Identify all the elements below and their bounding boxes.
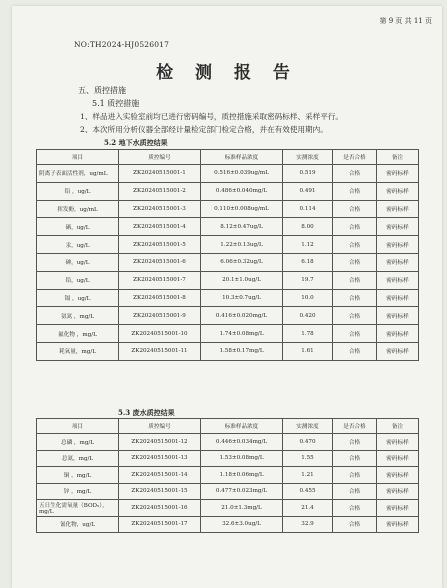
item-cell: 总氮，mg/L xyxy=(37,450,119,467)
note-cell: 密码标样 xyxy=(377,516,419,533)
qc-note-2: 2、本次所用分析仪器全部经计量检定部门检定合格，并在有效使用期内。 xyxy=(80,125,328,134)
qc-code-cell: ZK20240515001-14 xyxy=(119,467,201,484)
standard-conc-cell: 0.477±0.023mg/L xyxy=(201,483,283,500)
qc-code-cell: ZK20240515001-2 xyxy=(119,182,201,200)
note-cell: 密码标样 xyxy=(377,271,419,289)
qc-code-cell: ZK20240515001-9 xyxy=(119,307,201,325)
item-cell: 砷，ug/L xyxy=(37,253,119,271)
table-row xyxy=(37,325,419,343)
item-cell: 总磷 ，mg/L xyxy=(37,434,119,451)
table2-caption: 5.3 废水质控结果 xyxy=(118,408,175,417)
table-row xyxy=(37,218,419,236)
pass-cell: 合格 xyxy=(333,483,377,500)
note-cell: 密码标样 xyxy=(377,236,419,254)
qc-code-cell: ZK20240515001-5 xyxy=(119,236,201,254)
column-header: 实测浓度 xyxy=(283,419,333,434)
note-cell: 密码标样 xyxy=(377,218,419,236)
note-cell: 密码标样 xyxy=(377,500,419,517)
measured-conc-cell: 0.519 xyxy=(283,165,333,183)
standard-conc-cell: 1.74±0.08mg/L xyxy=(201,325,283,343)
measured-conc-cell: 0.491 xyxy=(283,182,333,200)
pass-cell: 合格 xyxy=(333,165,377,183)
item-cell: 硒，ug/L xyxy=(37,218,119,236)
table-row xyxy=(37,483,419,500)
table-row xyxy=(37,434,419,451)
standard-conc-cell: 0.110±0.008ug/mL xyxy=(201,200,283,218)
item-cell: 氟化物 ，mg/L xyxy=(37,325,119,343)
measured-conc-cell: 21.4 xyxy=(283,500,333,517)
standard-conc-cell: 0.416±0.020mg/L xyxy=(201,307,283,325)
subsection-heading: 5.1 质控措施 xyxy=(92,99,140,108)
note-cell: 密码标样 xyxy=(377,200,419,218)
item-cell: 阴离子表面活性剂，ug/mL xyxy=(37,165,119,183)
note-cell: 密码标样 xyxy=(377,289,419,307)
measured-conc-cell: 1.55 xyxy=(283,450,333,467)
item-cell: 汞，ug/L xyxy=(37,236,119,254)
pass-cell: 合格 xyxy=(333,200,377,218)
section-heading: 五、质控措施 xyxy=(78,86,126,95)
qc-code-cell: ZK20240515001-12 xyxy=(119,434,201,451)
note-cell: 密码标样 xyxy=(377,467,419,484)
note-cell: 密码标样 xyxy=(377,450,419,467)
standard-conc-cell: 6.06±0.32ug/L xyxy=(201,253,283,271)
measured-conc-cell: 0.455 xyxy=(283,483,333,500)
report-page xyxy=(12,6,442,588)
measured-conc-cell: 19.7 xyxy=(283,271,333,289)
wastewater-qc-table xyxy=(36,418,419,533)
note-cell: 密码标样 xyxy=(377,165,419,183)
table1-caption: 5.2 地下水质控结果 xyxy=(104,138,168,147)
pass-cell: 合格 xyxy=(333,236,377,254)
table-row xyxy=(37,271,419,289)
note-cell: 密码标样 xyxy=(377,342,419,360)
table-row xyxy=(37,236,419,254)
qc-code-cell: ZK20240515001-8 xyxy=(119,289,201,307)
qc-code-cell: ZK20240515001-13 xyxy=(119,450,201,467)
table-row xyxy=(37,182,419,200)
column-header: 质控编号 xyxy=(119,150,201,165)
measured-conc-cell: 1.78 xyxy=(283,325,333,343)
groundwater-qc-table xyxy=(36,149,419,361)
column-header: 是否合格 xyxy=(333,150,377,165)
measured-conc-cell: 6.18 xyxy=(283,253,333,271)
qc-code-cell: ZK20240515001-6 xyxy=(119,253,201,271)
report-title: 检 测 报 告 xyxy=(156,63,298,83)
qc-code-cell: ZK20240515001-15 xyxy=(119,483,201,500)
measured-conc-cell: 1.21 xyxy=(283,467,333,484)
standard-conc-cell: 8.12±0.47ug/L xyxy=(201,218,283,236)
pass-cell: 合格 xyxy=(333,500,377,517)
column-header: 实测浓度 xyxy=(283,150,333,165)
standard-conc-cell: 1.22±0.13ug/L xyxy=(201,236,283,254)
qc-code-cell: ZK20240515001-16 xyxy=(119,500,201,517)
standard-conc-cell: 0.486±0.040mg/L xyxy=(201,182,283,200)
table-row xyxy=(37,450,419,467)
standard-conc-cell: 0.446±0.034mg/L xyxy=(201,434,283,451)
note-cell: 密码标样 xyxy=(377,253,419,271)
standard-conc-cell: 21.0±1.3mg/L xyxy=(201,500,283,517)
note-cell: 密码标样 xyxy=(377,483,419,500)
qc-code-cell: ZK20240515001-1 xyxy=(119,165,201,183)
table-row xyxy=(37,289,419,307)
item-cell: 挥发酚，ug/mL xyxy=(37,200,119,218)
pass-cell: 合格 xyxy=(333,182,377,200)
item-cell: 铜 ，mg/L xyxy=(37,467,119,484)
note-cell: 密码标样 xyxy=(377,307,419,325)
column-header: 标准样品浓度 xyxy=(201,419,283,434)
standard-conc-cell: 1.18±0.06mg/L xyxy=(201,467,283,484)
measured-conc-cell: 10.0 xyxy=(283,289,333,307)
table-row xyxy=(37,253,419,271)
standard-conc-cell: 1.58±0.17mg/L xyxy=(201,342,283,360)
standard-conc-cell: 10.3±0.7ug/L xyxy=(201,289,283,307)
measured-conc-cell: 8.00 xyxy=(283,218,333,236)
column-header: 备注 xyxy=(377,150,419,165)
qc-note-1: 1、样品进入实验室前均已进行密码编号，质控措施采取密码标样、采样平行。 xyxy=(80,112,344,121)
pass-cell: 合格 xyxy=(333,450,377,467)
pass-cell: 合格 xyxy=(333,342,377,360)
item-cell: 五日生化需氧量（BOD₅），mg/L xyxy=(37,500,119,517)
column-header: 质控编号 xyxy=(119,419,201,434)
note-cell: 密码标样 xyxy=(377,434,419,451)
standard-conc-cell: 32.6±3.0ug/L xyxy=(201,516,283,533)
pass-cell: 合格 xyxy=(333,218,377,236)
qc-code-cell: ZK20240515001-10 xyxy=(119,325,201,343)
table-row xyxy=(37,467,419,484)
item-cell: 锌 ，mg/L xyxy=(37,483,119,500)
column-header: 备注 xyxy=(377,419,419,434)
qc-code-cell: ZK20240515001-17 xyxy=(119,516,201,533)
pass-cell: 合格 xyxy=(333,253,377,271)
item-cell: 耗氧量，mg/L xyxy=(37,342,119,360)
pass-cell: 合格 xyxy=(333,516,377,533)
table-row xyxy=(37,307,419,325)
qc-code-cell: ZK20240515001-7 xyxy=(119,271,201,289)
standard-conc-cell: 1.53±0.08mg/L xyxy=(201,450,283,467)
standard-conc-cell: 0.516±0.039ug/mL xyxy=(201,165,283,183)
standard-conc-cell: 20.1±1.0ug/L xyxy=(201,271,283,289)
table-header-row xyxy=(37,419,419,434)
table-row xyxy=(37,516,419,533)
qc-code-cell: ZK20240515001-4 xyxy=(119,218,201,236)
item-cell: 氨氮 ，mg/L xyxy=(37,307,119,325)
measured-conc-cell: 0.420 xyxy=(283,307,333,325)
note-cell: 密码标样 xyxy=(377,182,419,200)
note-cell: 密码标样 xyxy=(377,325,419,343)
table-row xyxy=(37,200,419,218)
column-header: 项目 xyxy=(37,419,119,434)
column-header: 是否合格 xyxy=(333,419,377,434)
item-cell: 镉 ，ug/L xyxy=(37,289,119,307)
measured-conc-cell: 0.470 xyxy=(283,434,333,451)
table-row xyxy=(37,165,419,183)
item-cell: 铅，ug/L xyxy=(37,271,119,289)
qc-code-cell: ZK20240515001-3 xyxy=(119,200,201,218)
page-number: 第 9 页 共 11 页 xyxy=(379,17,432,25)
measured-conc-cell: 32.9 xyxy=(283,516,333,533)
measured-conc-cell: 0.114 xyxy=(283,200,333,218)
column-header: 标准样品浓度 xyxy=(201,150,283,165)
pass-cell: 合格 xyxy=(333,434,377,451)
pass-cell: 合格 xyxy=(333,325,377,343)
pass-cell: 合格 xyxy=(333,307,377,325)
measured-conc-cell: 1.61 xyxy=(283,342,333,360)
item-cell: 铅 ，ug/L xyxy=(37,182,119,200)
pass-cell: 合格 xyxy=(333,289,377,307)
table-header-row xyxy=(37,150,419,165)
qc-code-cell: ZK20240515001-11 xyxy=(119,342,201,360)
item-cell: 氰化物，ug/L xyxy=(37,516,119,533)
document-number: NO:TH2024-HJ0526017 xyxy=(74,40,170,49)
column-header: 项目 xyxy=(37,150,119,165)
table-row xyxy=(37,500,419,517)
measured-conc-cell: 1.12 xyxy=(283,236,333,254)
pass-cell: 合格 xyxy=(333,271,377,289)
table-row xyxy=(37,342,419,360)
pass-cell: 合格 xyxy=(333,467,377,484)
